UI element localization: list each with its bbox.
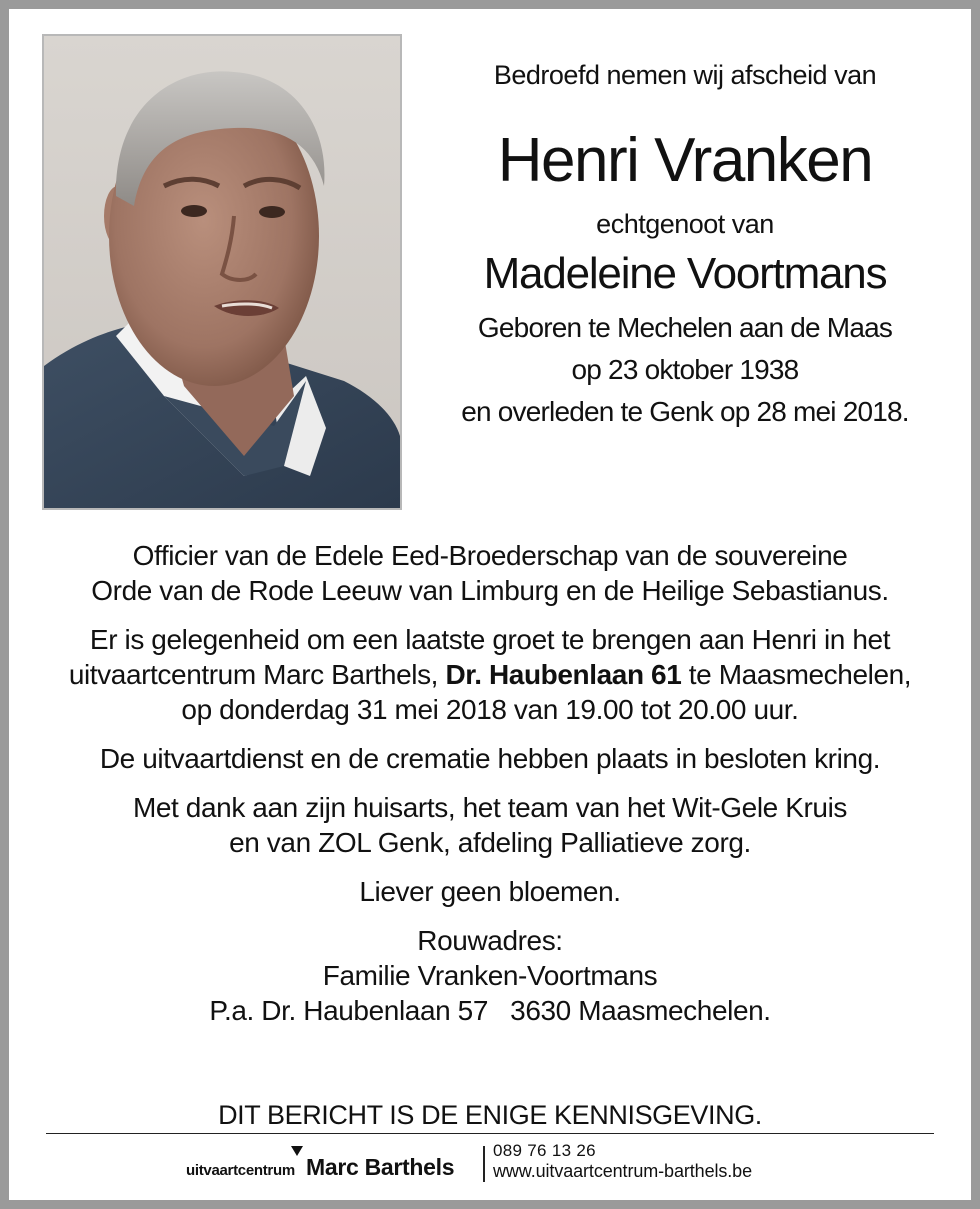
footer-separator — [483, 1146, 485, 1182]
bio-text — [430, 307, 940, 433]
bio-line: en overleden te Genk op 28 mei 2018. — [461, 396, 909, 427]
order-line: Orde van de Rode Leeuw van Limburg en de Heilige Sebastianus. — [91, 575, 889, 606]
header-block — [430, 55, 940, 433]
flowers-line: Liever geen bloemen. — [359, 876, 621, 907]
visit-line: op donderdag 31 mei 2018 van 19.00 tot 20.00 uur. — [181, 694, 799, 725]
website-link[interactable]: www.uitvaartcentrum-barthels.be — [493, 1161, 753, 1181]
brand-name: Marc Barthels — [306, 1154, 455, 1180]
visit-paragraph — [18, 622, 962, 727]
bio-line: Geboren te Mechelen aan de Maas — [477, 312, 893, 343]
flowers-paragraph — [18, 874, 962, 909]
visit-address: Dr. Haubenlaan 61 — [445, 659, 682, 690]
address-family: Familie Vranken-Voortmans — [322, 960, 658, 991]
phone-number: 089 76 13 26 — [493, 1141, 596, 1160]
visit-line-text: uitvaartcentrum Marc Barthels, — [68, 659, 446, 690]
order-paragraph — [18, 538, 962, 608]
visit-line: Er is gelegenheid om een laatste groet te brengen aan Henri in het — [89, 624, 891, 655]
order-line: Officier van de Edele Eed-Broederschap van de souvereine — [132, 540, 848, 571]
address-paragraph — [18, 923, 962, 1028]
spouse-label: echtgenoot van — [596, 209, 774, 239]
portrait-photo — [42, 34, 402, 510]
footer — [0, 1140, 980, 1186]
service-line: De uitvaartdienst en de crematie hebben plaats in besloten kring. — [99, 743, 881, 774]
notice-text: DIT BERICHT IS DE ENIGE KENNISGEVING. — [218, 1100, 762, 1130]
visit-line-text: te Maasmechelen, — [681, 659, 912, 690]
spouse-name: Madeleine Voortmans — [483, 249, 887, 298]
thanks-line: Met dank aan zijn huisarts, het team van het Wit-Gele Kruis — [132, 792, 848, 823]
thanks-paragraph — [18, 790, 962, 860]
thanks-line: en van ZOL Genk, afdeling Palliatieve zorg. — [229, 827, 751, 858]
address-title: Rouwadres: — [417, 925, 563, 956]
service-paragraph — [18, 741, 962, 776]
intro-text: Bedroefd nemen wij afscheid van — [493, 60, 877, 90]
triangle-logo-icon — [291, 1146, 303, 1156]
visit-line — [18, 657, 962, 692]
deceased-name: Henri Vranken — [497, 126, 873, 195]
divider — [46, 1133, 934, 1134]
body-text — [18, 538, 962, 1042]
brand-small-text: uitvaartcentrum — [186, 1162, 295, 1179]
address-line: P.a. Dr. Haubenlaan 57 3630 Maasmechelen. — [209, 995, 771, 1026]
bio-line: op 23 oktober 1938 — [571, 354, 799, 385]
